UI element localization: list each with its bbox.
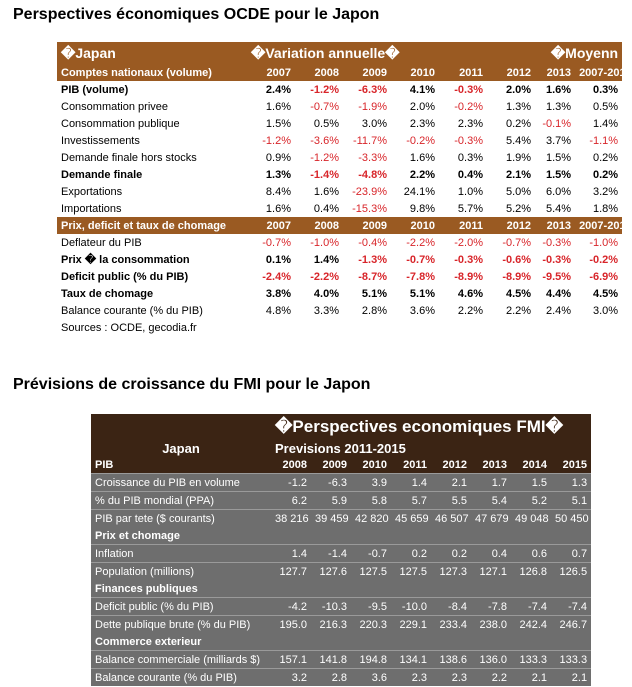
year-header: 2011	[439, 64, 487, 81]
value-cell: 4.1%	[409, 83, 435, 96]
year-header: 2007	[247, 64, 295, 81]
value-cell: -2.2%	[310, 270, 339, 283]
value-cell: -1.4%	[310, 168, 339, 181]
value-cell: 0.2	[431, 545, 471, 563]
row-label: Investissements	[61, 134, 140, 147]
value-cell: -0.1%	[542, 117, 572, 130]
table-row	[57, 183, 622, 200]
row-label: Balance courante (% du PIB)	[91, 669, 271, 687]
value-cell: 1.9%	[505, 151, 532, 164]
value-cell: -1.3%	[358, 253, 387, 266]
value-cell: 2.3%	[457, 117, 483, 130]
value-cell: -8.9%	[502, 270, 532, 283]
value-cell: 133.3	[551, 651, 591, 669]
value-cell: 194.8	[351, 651, 391, 669]
value-cell: 138.6	[431, 651, 471, 669]
value-cell: -8.7%	[358, 270, 387, 283]
value-cell: 229.1	[391, 616, 431, 634]
value-cell: 3.0%	[361, 117, 387, 130]
section-label: Prix, deficit et taux de chomage	[57, 217, 247, 234]
value-cell: 39 459	[311, 510, 351, 528]
section-header-row	[57, 217, 622, 234]
imf-table	[91, 414, 591, 686]
table-row	[57, 268, 622, 285]
value-cell: 157.1	[271, 651, 311, 669]
category-label: Prix et chomage	[91, 527, 591, 545]
value-cell: 5.5	[431, 492, 471, 510]
year-header: 2008	[295, 217, 343, 234]
row-label: Exportations	[61, 185, 123, 198]
row-label: Dette publique brute (% du PIB)	[91, 616, 271, 634]
value-cell: 50 450	[551, 510, 591, 528]
table-row	[91, 651, 591, 669]
table-row	[57, 234, 622, 251]
table-row	[57, 200, 622, 217]
country-label: Japan	[91, 440, 271, 456]
value-cell: -1.0%	[589, 236, 619, 249]
value-cell: 47 679	[471, 510, 511, 528]
year-header: 2015	[551, 456, 591, 474]
value-cell: 3.6	[351, 669, 391, 687]
value-cell: 0.6	[511, 545, 551, 563]
row-label: Demande finale hors stocks	[61, 151, 197, 164]
value-cell: 1.4%	[592, 117, 619, 130]
value-cell: 2.1	[431, 474, 471, 492]
value-cell: 127.6	[311, 563, 351, 581]
value-cell: 3.9	[351, 474, 391, 492]
value-cell: 0.4%	[457, 168, 483, 181]
value-cell: 127.7	[271, 563, 311, 581]
value-cell: -11.7%	[352, 134, 387, 147]
imf-header-row	[91, 414, 591, 440]
year-header: 2010	[351, 456, 391, 474]
table-row	[57, 132, 622, 149]
value-cell: 0.5%	[592, 100, 619, 113]
table-row	[91, 492, 591, 510]
value-cell: 5.7%	[457, 202, 483, 215]
value-cell: 1.3%	[505, 100, 532, 113]
value-cell: -10.0	[391, 598, 431, 616]
value-cell: 1.6%	[545, 83, 572, 96]
value-cell: 4.8%	[265, 304, 291, 317]
value-cell: 2.3%	[409, 117, 435, 130]
table-row	[57, 81, 622, 98]
value-cell: -3.6%	[310, 134, 339, 147]
oecd-table	[57, 42, 632, 336]
value-cell: 5.8	[351, 492, 391, 510]
table-row	[91, 510, 591, 528]
category-row	[91, 527, 591, 545]
value-cell: -1.0%	[310, 236, 339, 249]
value-cell: -6.3%	[358, 83, 387, 96]
value-cell: 1.3	[551, 474, 591, 492]
value-cell: 0.2%	[592, 168, 619, 181]
row-label: Croissance du PIB en volume	[91, 474, 271, 492]
row-label: Inflation	[91, 545, 271, 563]
value-cell: 5.2%	[505, 202, 532, 215]
value-cell: -0.7%	[310, 100, 339, 113]
value-cell: -0.6%	[502, 253, 532, 266]
value-cell: 195.0	[271, 616, 311, 634]
value-cell: -0.4%	[358, 236, 387, 249]
value-cell: -4.2	[271, 598, 311, 616]
value-cell: -0.3%	[542, 253, 572, 266]
value-cell: 1.0%	[457, 185, 483, 198]
value-cell: -2.0%	[454, 236, 483, 249]
value-cell: -15.3%	[352, 202, 387, 215]
value-cell: 5.4	[471, 492, 511, 510]
value-cell: 246.7	[551, 616, 591, 634]
year-header: 2012	[431, 456, 471, 474]
value-cell: 2.4%	[545, 304, 572, 317]
variation-header: �Variation annuelle�	[247, 42, 535, 64]
value-cell: 2.2%	[505, 304, 532, 317]
value-cell: 136.0	[471, 651, 511, 669]
value-cell: -7.8	[471, 598, 511, 616]
row-label: Importations	[61, 202, 122, 215]
table-row	[91, 598, 591, 616]
header-spacer	[91, 414, 271, 440]
value-cell: 5.9	[311, 492, 351, 510]
value-cell: 4.5%	[505, 287, 532, 300]
value-cell: 2.8	[311, 669, 351, 687]
value-cell: 1.5%	[265, 117, 291, 130]
value-cell: -4.8%	[358, 168, 387, 181]
value-cell: 127.5	[351, 563, 391, 581]
value-cell: -7.4	[511, 598, 551, 616]
value-cell: 0.9%	[265, 151, 291, 164]
value-cell: 2.0%	[505, 83, 532, 96]
value-cell: -1.2	[271, 474, 311, 492]
value-cell: 49 048	[511, 510, 551, 528]
value-cell: -3.3%	[358, 151, 387, 164]
value-cell: 3.6%	[409, 304, 435, 317]
row-label: Balance commerciale (milliards $)	[91, 651, 271, 669]
table-row	[91, 563, 591, 581]
value-cell: 2.0%	[409, 100, 435, 113]
year-header: 2009	[311, 456, 351, 474]
table-row	[91, 545, 591, 563]
value-cell: 0.5%	[313, 117, 339, 130]
row-label: Taux de chomage	[61, 287, 154, 300]
year-header: 2012	[487, 217, 535, 234]
value-cell: 133.3	[511, 651, 551, 669]
value-cell: 1.6%	[265, 100, 291, 113]
category-label: Commerce exterieur	[91, 633, 591, 651]
value-cell: 5.2	[511, 492, 551, 510]
value-cell: 1.8%	[592, 202, 619, 215]
value-cell: -6.3	[311, 474, 351, 492]
row-label: % du PIB mondial (PPA)	[91, 492, 271, 510]
value-cell: 2.3	[391, 669, 431, 687]
value-cell: 2.1	[511, 669, 551, 687]
table-row	[91, 669, 591, 687]
value-cell: -0.3%	[542, 236, 572, 249]
value-cell: 8.4%	[265, 185, 291, 198]
value-cell: -0.2%	[406, 134, 435, 147]
section-header-row	[57, 64, 622, 81]
value-cell: 4.4%	[545, 287, 572, 300]
value-cell: 1.4	[391, 474, 431, 492]
sources-text: Sources : OCDE, gecodia.fr	[61, 321, 197, 334]
value-cell: 0.3%	[592, 83, 619, 96]
years-row-label: PIB	[91, 456, 271, 474]
value-cell: 0.2%	[592, 151, 619, 164]
value-cell: -0.2%	[589, 253, 619, 266]
value-cell: 2.1%	[505, 168, 532, 181]
table-row	[91, 474, 591, 492]
imf-header-title: �Perspectives economiques FMI�	[271, 414, 591, 440]
value-cell: 1.7	[471, 474, 511, 492]
year-header: 2011	[391, 456, 431, 474]
value-cell: 45 659	[391, 510, 431, 528]
value-cell: -2.4%	[262, 270, 291, 283]
year-header: 2009	[343, 64, 391, 81]
value-cell: -10.3	[311, 598, 351, 616]
value-cell: -0.7%	[406, 253, 435, 266]
value-cell: 1.5%	[545, 168, 572, 181]
value-cell: 126.8	[511, 563, 551, 581]
value-cell: 0.7	[551, 545, 591, 563]
value-cell: -1.4	[311, 545, 351, 563]
imf-years-row	[91, 456, 591, 474]
value-cell: -0.3%	[454, 134, 483, 147]
value-cell: -9.5%	[542, 270, 572, 283]
value-cell: 4.0%	[313, 287, 339, 300]
value-cell: 0.2	[391, 545, 431, 563]
value-cell: 6.2	[271, 492, 311, 510]
value-cell: 5.4%	[545, 202, 572, 215]
value-cell: -9.5	[351, 598, 391, 616]
value-cell: 3.0%	[592, 304, 619, 317]
value-cell: 1.6%	[409, 151, 435, 164]
table-row	[57, 251, 622, 268]
value-cell: 1.3%	[265, 168, 291, 181]
value-cell: 1.5%	[545, 151, 572, 164]
value-cell: 127.1	[471, 563, 511, 581]
value-cell: -23.9%	[352, 185, 387, 198]
forecast-subtitle: Previsions 2011-2015	[271, 440, 591, 456]
value-cell: 233.4	[431, 616, 471, 634]
value-cell: -2.2%	[406, 236, 435, 249]
value-cell: 5.4%	[505, 134, 532, 147]
value-cell: 24.1%	[403, 185, 435, 198]
value-cell: 3.2%	[592, 185, 619, 198]
value-cell: -8.4	[431, 598, 471, 616]
row-label: Consommation privee	[61, 100, 168, 113]
value-cell: 127.3	[431, 563, 471, 581]
value-cell: -0.7%	[262, 236, 291, 249]
row-label: Population (millions)	[91, 563, 271, 581]
value-cell: 3.3%	[313, 304, 339, 317]
section-label: Comptes nationaux (volume)	[57, 64, 247, 81]
value-cell: 2.4%	[265, 83, 291, 96]
value-cell: 9.8%	[409, 202, 435, 215]
year-header: 2007	[247, 217, 295, 234]
value-cell: 3.8%	[265, 287, 291, 300]
value-cell: 1.6%	[265, 202, 291, 215]
value-cell: 0.1%	[265, 253, 291, 266]
table-row	[57, 166, 622, 183]
value-cell: 2.2	[471, 669, 511, 687]
value-cell: 5.1%	[409, 287, 435, 300]
row-label: Deficit public (% du PIB)	[61, 270, 189, 283]
value-cell: 5.1%	[361, 287, 387, 300]
year-header: 2012	[487, 64, 535, 81]
value-cell: 3.7%	[545, 134, 572, 147]
row-label: Deficit public (% du PIB)	[91, 598, 271, 616]
value-cell: 2.3	[431, 669, 471, 687]
table-row	[57, 302, 622, 319]
year-header: 2013	[471, 456, 511, 474]
value-cell: -0.3%	[454, 83, 483, 96]
value-cell: -7.4	[551, 598, 591, 616]
table-row	[91, 616, 591, 634]
oecd-header-row	[57, 42, 622, 64]
year-header: 2009	[343, 217, 391, 234]
value-cell: 5.0%	[505, 185, 532, 198]
country-header: �Japan	[57, 42, 247, 64]
value-cell: 1.3%	[545, 100, 572, 113]
year-header: 2008	[271, 456, 311, 474]
oecd-title: Perspectives économiques OCDE pour le Japon	[13, 6, 380, 23]
value-cell: -1.2%	[262, 134, 291, 147]
table-row	[57, 115, 622, 132]
value-cell: -1.2%	[310, 83, 339, 96]
sources-row	[57, 319, 622, 336]
value-cell: 141.8	[311, 651, 351, 669]
value-cell: -1.1%	[589, 134, 619, 147]
value-cell: -1.9%	[358, 100, 387, 113]
value-cell: 38 216	[271, 510, 311, 528]
value-cell: 5.7	[391, 492, 431, 510]
value-cell: 6.0%	[545, 185, 572, 198]
value-cell: 0.3%	[457, 151, 483, 164]
value-cell: 5.1	[551, 492, 591, 510]
table-row	[57, 149, 622, 166]
value-cell: 0.4	[471, 545, 511, 563]
value-cell: 3.2	[271, 669, 311, 687]
value-cell: 0.4%	[313, 202, 339, 215]
value-cell: 4.5%	[592, 287, 619, 300]
year-header: 2010	[391, 217, 439, 234]
row-label: Balance courante (% du PIB)	[61, 304, 203, 317]
table-row	[57, 285, 622, 302]
imf-title: Prévisions de croissance du FMI pour le Japon	[13, 376, 371, 393]
value-cell: -0.7	[351, 545, 391, 563]
category-label: Finances publiques	[91, 580, 591, 598]
value-cell: 127.5	[391, 563, 431, 581]
row-label: PIB par tete ($ courants)	[91, 510, 271, 528]
value-cell: -1.2%	[310, 151, 339, 164]
value-cell: 238.0	[471, 616, 511, 634]
value-cell: -7.8%	[406, 270, 435, 283]
value-cell: 126.5	[551, 563, 591, 581]
imf-subheader-row	[91, 440, 591, 456]
value-cell: -0.7%	[502, 236, 532, 249]
year-header: 2014	[511, 456, 551, 474]
year-header: 2013	[535, 217, 575, 234]
value-cell: 42 820	[351, 510, 391, 528]
value-cell: 242.4	[511, 616, 551, 634]
value-cell: 1.5	[511, 474, 551, 492]
year-header: 2010	[391, 64, 439, 81]
year-header: 2008	[295, 64, 343, 81]
value-cell: 1.6%	[313, 185, 339, 198]
value-cell: 2.2%	[409, 168, 435, 181]
value-cell: 134.1	[391, 651, 431, 669]
value-cell: -8.9%	[454, 270, 483, 283]
row-label: Demande finale	[61, 168, 143, 181]
category-row	[91, 633, 591, 651]
year-header: 2011	[439, 217, 487, 234]
table-row	[57, 98, 622, 115]
row-label: Deflateur du PIB	[61, 236, 142, 249]
value-cell: 46 507	[431, 510, 471, 528]
row-label: Consommation publique	[61, 117, 180, 130]
value-cell: 216.3	[311, 616, 351, 634]
value-cell: 220.3	[351, 616, 391, 634]
value-cell: 4.6%	[457, 287, 483, 300]
value-cell: -0.2%	[454, 100, 483, 113]
value-cell: 0.2%	[505, 117, 532, 130]
value-cell: 2.2%	[457, 304, 483, 317]
row-label: PIB (volume)	[61, 83, 129, 96]
year-header: 2007-2013	[575, 64, 622, 81]
value-cell: 1.4%	[313, 253, 339, 266]
value-cell: 1.4	[271, 545, 311, 563]
value-cell: 2.8%	[361, 304, 387, 317]
row-label: Prix � la consommation	[61, 254, 190, 266]
value-cell: -0.3%	[454, 253, 483, 266]
value-cell: 2.1	[551, 669, 591, 687]
moyenne-header: �Moyenn	[535, 42, 622, 64]
year-header: 2007-2013	[575, 217, 622, 234]
year-header: 2013	[535, 64, 575, 81]
value-cell: -6.9%	[589, 270, 619, 283]
category-row	[91, 580, 591, 598]
